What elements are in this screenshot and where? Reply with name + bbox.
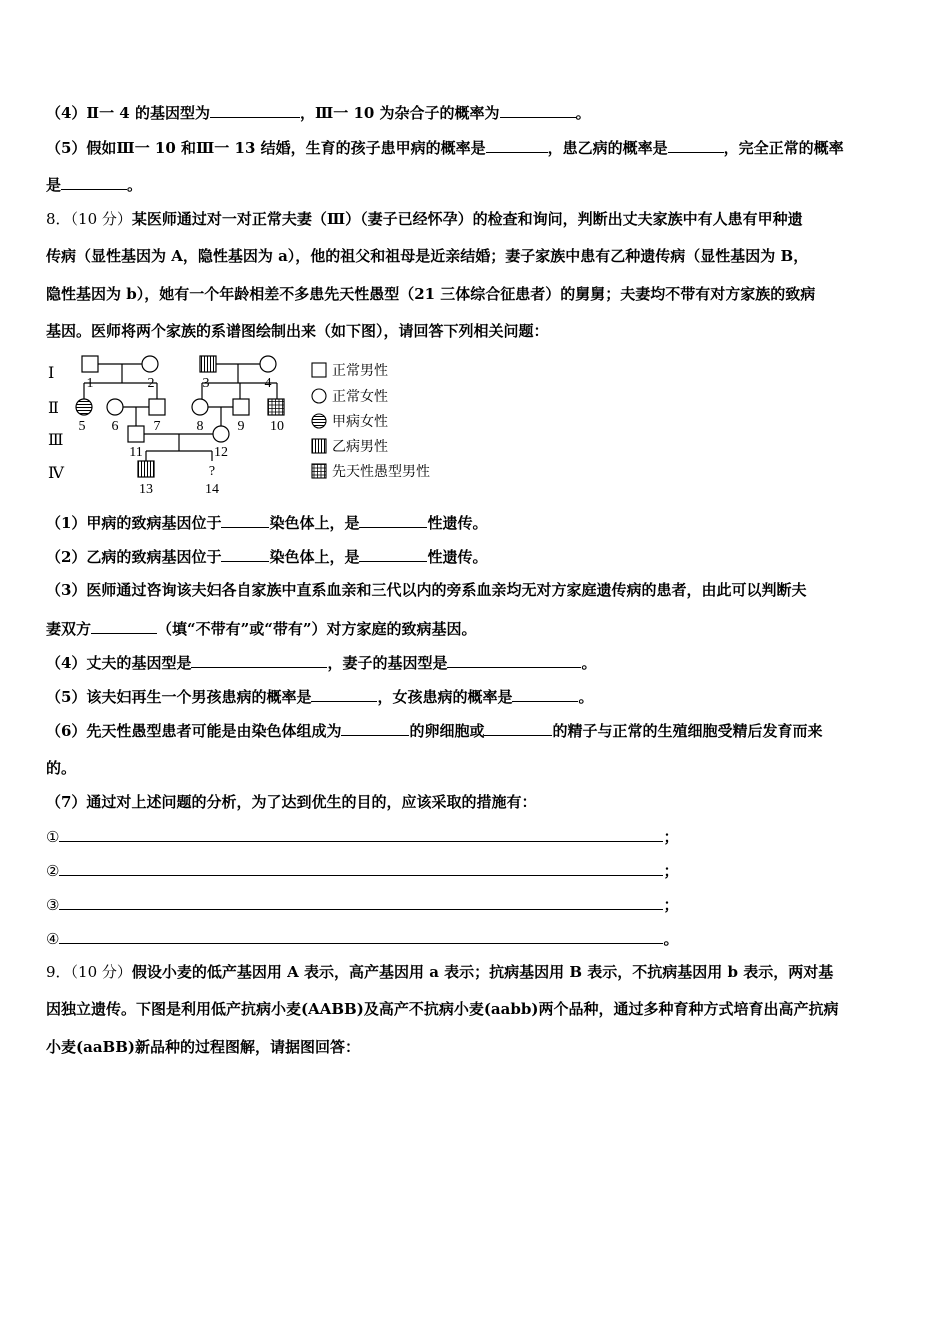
answer-blank[interactable] [59, 860, 663, 876]
text: 染色体上，是 [269, 514, 360, 532]
text: （1）甲病的致病基因位于 [46, 514, 222, 532]
disease-a-female-symbol [76, 399, 92, 415]
circled-number: ③ [46, 896, 60, 914]
text: 的。 [46, 759, 77, 777]
q8-part3-cont [46, 618, 904, 639]
normal-female-symbol [213, 426, 229, 442]
disease-b-male-symbol [138, 461, 154, 477]
disease-b-male-symbol [200, 356, 216, 372]
text: 。 [575, 104, 591, 122]
text: ； [663, 862, 679, 880]
down-syndrome-male-symbol [268, 399, 284, 415]
answer-blank[interactable] [512, 686, 578, 702]
text: （5）该夫妇再生一个男孩患病的概率是 [46, 688, 312, 706]
legend-normal-male-icon [312, 363, 326, 377]
member-label: 4 [264, 376, 272, 391]
measure-line-3 [46, 894, 904, 915]
legend-normal-female-icon [312, 389, 326, 403]
answer-blank[interactable] [486, 137, 548, 153]
circled-number: ② [46, 862, 60, 880]
answer-blank[interactable] [221, 546, 269, 562]
text: ，完全正常的概率 [723, 139, 844, 157]
measure-line-1 [46, 826, 904, 847]
normal-female-symbol [260, 356, 276, 372]
text: 性遗传。 [427, 548, 488, 566]
q7-part4 [46, 102, 904, 123]
text: 。 [127, 176, 143, 194]
member-label: 13 [139, 482, 153, 497]
text: 。 [581, 654, 597, 672]
text: ，妻子的基因型是 [327, 654, 448, 672]
answer-blank[interactable] [221, 512, 269, 528]
generation-labels [48, 365, 65, 482]
member-label: 3 [202, 376, 210, 391]
text: ，女孩患病的概率是 [377, 688, 513, 706]
q9-stem-line-1 [46, 962, 904, 982]
q9-stem-line-2 [46, 999, 904, 1019]
q8-stem-line-2 [46, 246, 904, 266]
text: 性遗传。 [427, 514, 488, 532]
q8-part7 [46, 792, 904, 812]
q8-part6 [46, 720, 904, 741]
text: 某医师通过对一对正常夫妻（Ⅲ）（妻子已经怀孕）的检查和询问，判断出丈夫家族中有人患有甲种遗 [131, 210, 803, 228]
member-label: 7 [153, 419, 161, 434]
generation-label: Ⅲ [48, 432, 64, 449]
pedigree-chart [44, 352, 464, 498]
q8-part3 [46, 580, 904, 600]
member-label: 12 [214, 445, 228, 460]
measure-line-2 [46, 860, 904, 881]
normal-female-symbol [192, 399, 208, 415]
text: 染色体上，是 [269, 548, 360, 566]
legend-label: 正常女性 [332, 389, 388, 405]
answer-blank[interactable] [500, 102, 576, 118]
text: 隐性基因为 b），她有一个年龄相差不多患先天性愚型（21 三体综合征患者）的舅舅；夫妻均不带有对方家族的致病 [46, 285, 816, 303]
q8-part2 [46, 546, 904, 567]
question-number: 8．（10 分） [46, 210, 132, 228]
text: ，患乙病的概率是 [547, 139, 668, 157]
legend-disease-b-male-icon [312, 439, 326, 453]
normal-female-symbol [107, 399, 123, 415]
generation-label: Ⅱ [48, 400, 59, 417]
member-label: 8 [196, 419, 204, 434]
text: 。 [663, 930, 679, 948]
legend-label: 甲病女性 [332, 414, 388, 430]
q8-part4 [46, 652, 904, 673]
text: 的精子与正常的生殖细胞受精后发育而来 [552, 722, 823, 740]
q9-stem-line-3 [46, 1037, 904, 1057]
answer-blank[interactable] [59, 928, 663, 944]
answer-blank[interactable] [668, 137, 724, 153]
text: 。 [578, 688, 594, 706]
generation-label: Ⅳ [48, 465, 64, 482]
text: 假设小麦的低产基因用 A 表示，高产基因用 a 表示；抗病基因用 B 表示，不抗病基因用 b 表示，两对基 [131, 963, 834, 981]
member-label: 6 [111, 419, 119, 434]
text: （6）先天性愚型患者可能是由染色体组成为 [46, 722, 342, 740]
normal-female-symbol [142, 356, 158, 372]
legend-label: 先天性愚型男性 [332, 464, 430, 480]
member-labels [79, 376, 285, 497]
text: （4）丈夫的基因型是 [46, 654, 192, 672]
q7-part5-cont [46, 174, 904, 195]
answer-blank[interactable] [359, 512, 427, 528]
text: 因独立遗传。下图是利用低产抗病小麦(AABB)及高产不抗病小麦(aabb)两个品种，通过多种育种方式培育出高产抗病 [46, 1000, 839, 1018]
legend-disease-a-female-icon [312, 414, 326, 428]
q8-stem-line-4 [46, 321, 904, 341]
q8-stem-line-1 [46, 209, 904, 229]
legend-label: 正常男性 [332, 363, 388, 379]
q8-part5 [46, 686, 904, 707]
q7-part5 [46, 137, 904, 158]
member-label: 9 [237, 419, 245, 434]
question-number: 9．（10 分） [46, 963, 132, 981]
pedigree-members [76, 356, 284, 477]
member-label: 10 [270, 419, 284, 434]
answer-blank[interactable] [447, 652, 581, 668]
member-label: 14 [205, 482, 219, 497]
q8-stem-line-3 [46, 284, 904, 304]
normal-male-symbol [82, 356, 98, 372]
answer-blank[interactable] [59, 826, 663, 842]
answer-blank[interactable] [359, 546, 427, 562]
answer-blank[interactable] [59, 894, 663, 910]
answer-blank[interactable] [484, 720, 552, 736]
text: 的卵细胞或 [409, 722, 485, 740]
member-label: 11 [129, 445, 143, 460]
text: ，Ⅲ一 10 为杂合子的概率为 [299, 104, 500, 122]
member-label: 2 [147, 376, 155, 391]
q8-part1 [46, 512, 904, 533]
answer-blank[interactable] [341, 720, 409, 736]
circled-number: ④ [46, 930, 60, 948]
answer-blank[interactable] [210, 102, 300, 118]
normal-male-symbol [128, 426, 144, 442]
text: （3）医师通过咨询该夫妇各自家族中直系血亲和三代以内的旁系血亲均无对方家庭遗传病的患者，由此可以判断夫 [46, 581, 807, 599]
unborn-child-mark: ? [208, 464, 216, 479]
text: （2）乙病的致病基因位于 [46, 548, 222, 566]
text: 基因。医师将两个家族的系谱图绘制出来（如下图），请回答下列相关问题： [46, 322, 549, 340]
member-label: 1 [86, 376, 94, 391]
legend-down-syndrome-male-icon [312, 464, 326, 478]
text: 传病（显性基因为 A，隐性基因为 a），他的祖父和祖母是近亲结婚；妻子家族中患有乙种遗传病（显性基因为 B， [46, 247, 809, 265]
answer-blank[interactable] [91, 618, 157, 634]
answer-blank[interactable] [311, 686, 377, 702]
answer-blank[interactable] [61, 174, 127, 190]
text: ； [663, 896, 679, 914]
text: 是 [46, 176, 62, 194]
text: （7）通过对上述问题的分析，为了达到优生的目的，应该采取的措施有： [46, 793, 537, 811]
answer-blank[interactable] [191, 652, 327, 668]
member-label: 5 [78, 419, 86, 434]
text: ； [663, 828, 679, 846]
measure-line-4 [46, 928, 904, 949]
normal-male-symbol [149, 399, 165, 415]
text: （5）假如Ⅲ一 10 和Ⅲ一 13 结婚，生育的孩子患甲病的概率是 [46, 139, 486, 157]
text: （4）Ⅱ一 4 的基因型为 [46, 104, 210, 122]
text: （填“不带有”或“带有”）对方家庭的致病基因。 [157, 620, 477, 638]
generation-label: Ⅰ [48, 365, 55, 382]
legend-label: 乙病男性 [332, 439, 388, 455]
normal-male-symbol [233, 399, 249, 415]
text: 妻双方 [46, 620, 92, 638]
q8-part6-cont [46, 758, 904, 778]
circled-number: ① [46, 828, 60, 846]
pedigree-legend [312, 362, 430, 480]
text: 小麦(aaBB)新品种的过程图解，请据图回答： [46, 1038, 360, 1056]
